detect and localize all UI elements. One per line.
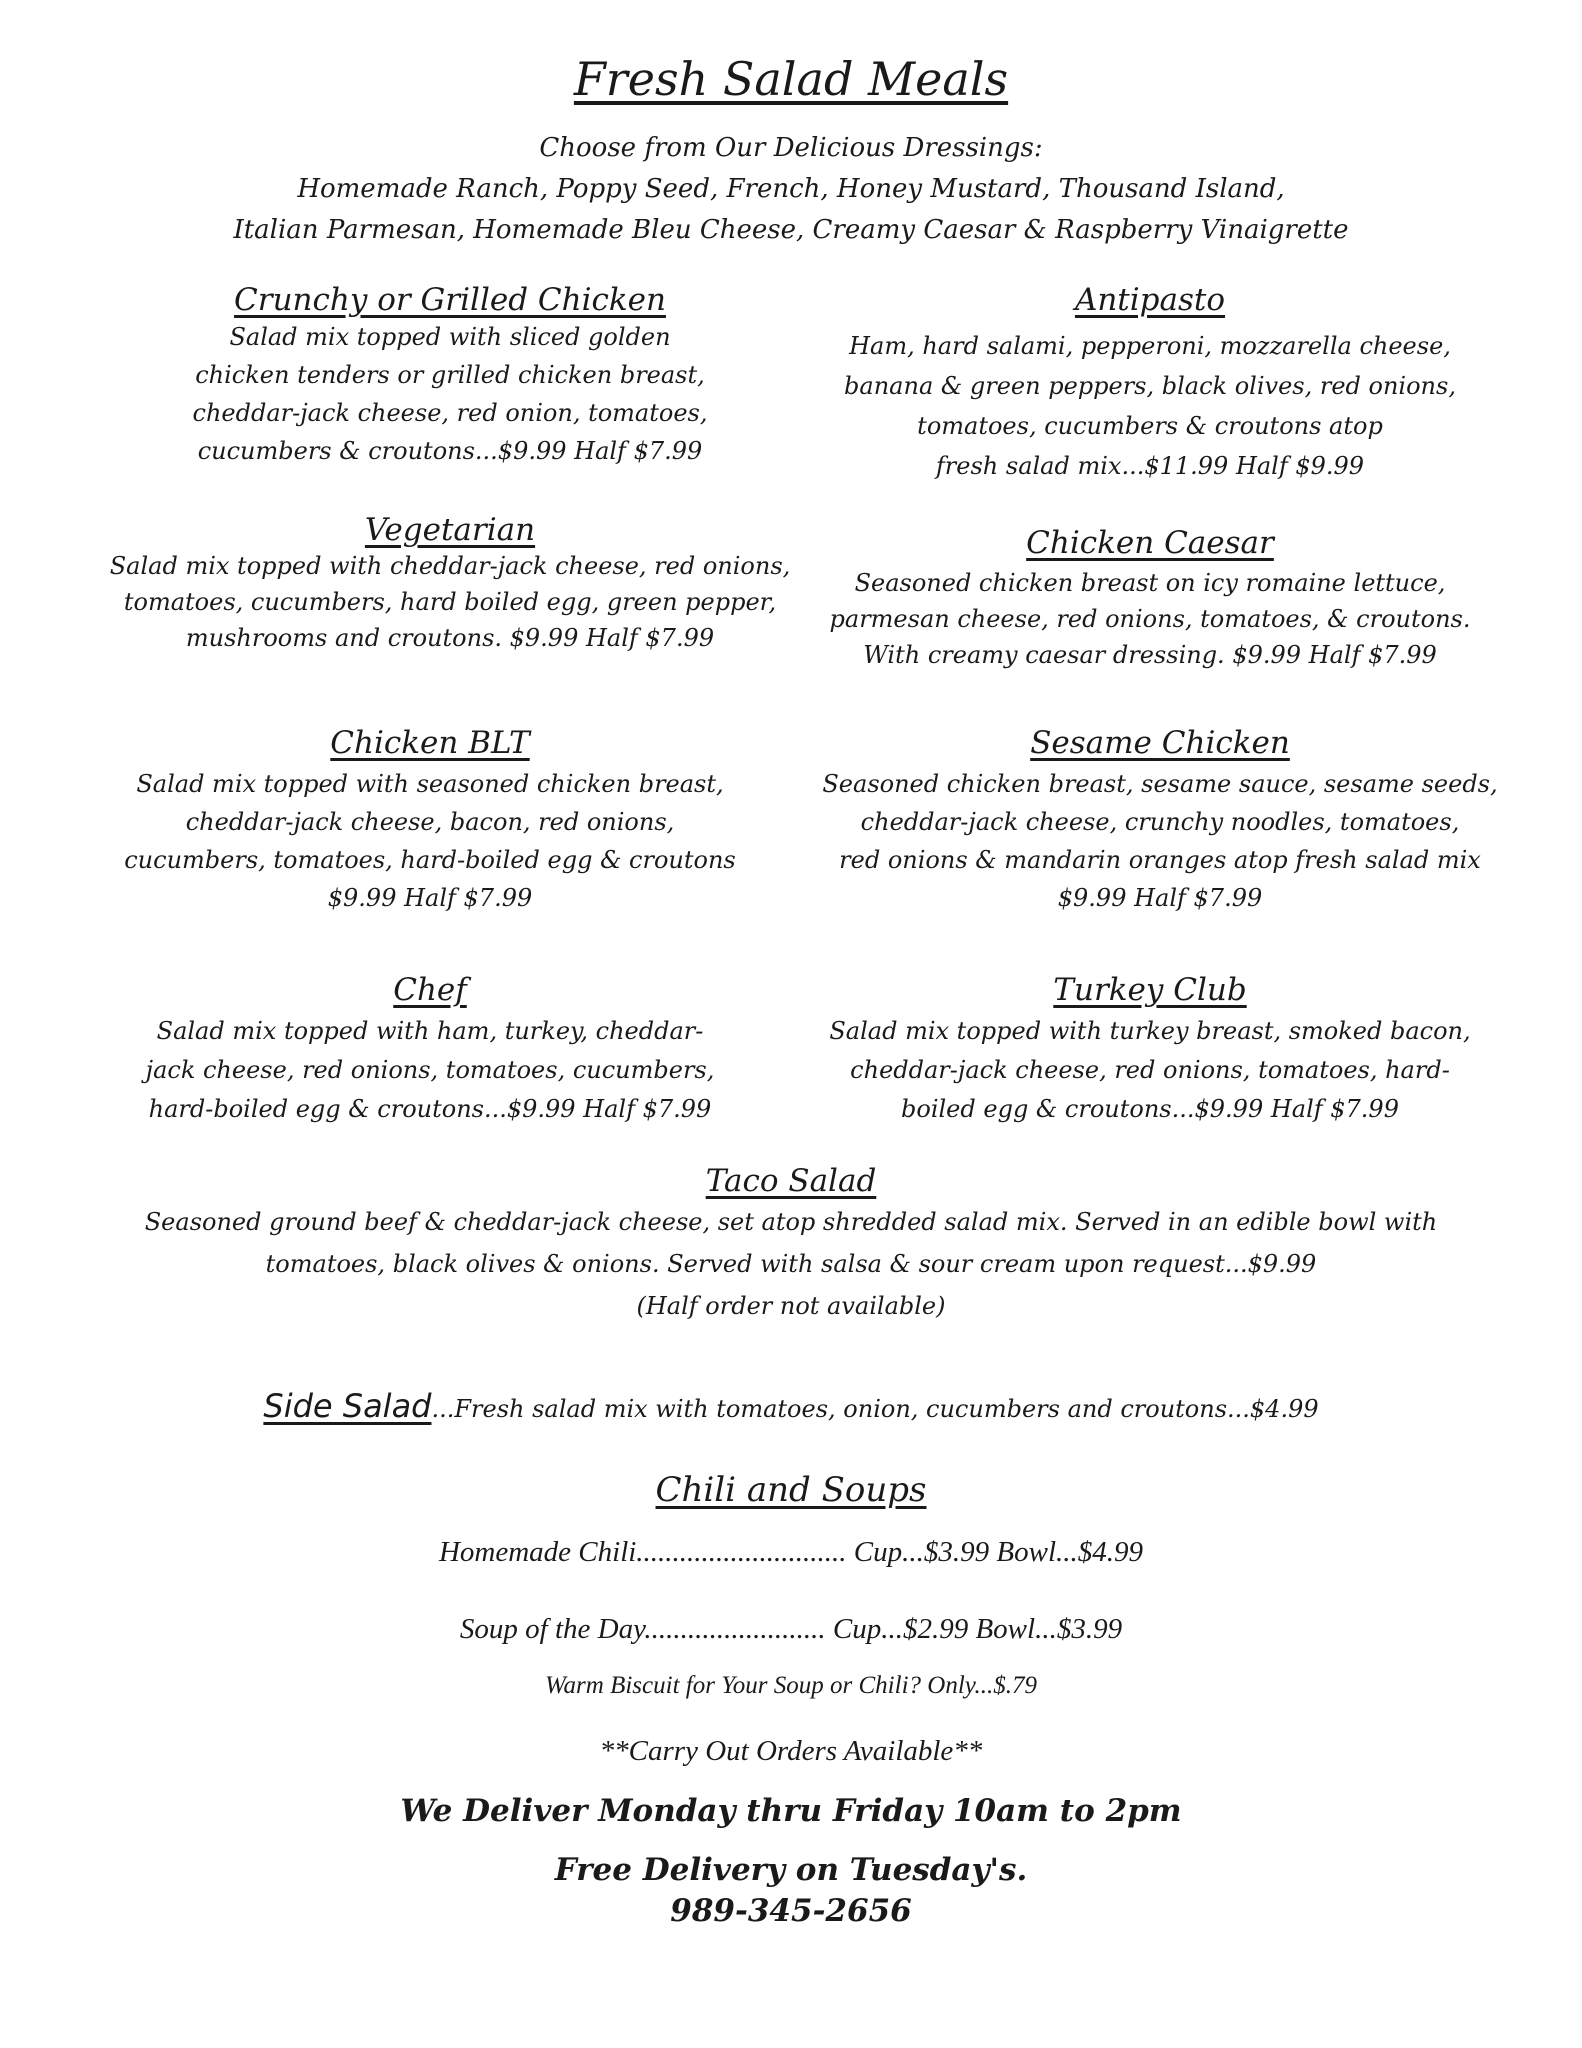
salad-vegetarian — [100, 512, 800, 656]
salad-turkey-club — [800, 972, 1500, 1129]
description-line: $9.99 Half $7.99 — [327, 884, 533, 912]
dressings-intro: Choose from Our Delicious Dressings: — [539, 133, 1043, 163]
soups-heading: Chili and Soups — [655, 1470, 927, 1510]
salad-name: Turkey Club — [1053, 972, 1247, 1008]
side-salad-description: ...Fresh salad mix with tomatoes, onion, cucumbers and croutons...$4.99 — [431, 1395, 1319, 1423]
salad-chicken-caesar — [800, 525, 1500, 673]
salad-name: Antipasto — [1074, 282, 1226, 318]
salad-description — [800, 565, 1500, 673]
salad-sesame-chicken — [810, 725, 1510, 917]
salad-chicken-blt — [80, 725, 780, 917]
salad-description — [80, 1012, 780, 1129]
description-line: cucumbers & croutons...$9.99 Half $7.99 — [197, 437, 703, 465]
description-line: cheddar-jack cheese, red onion, tomatoes, — [192, 399, 708, 427]
salad-name: Crunchy or Grilled Chicken — [234, 282, 666, 318]
salad-description — [100, 548, 800, 656]
description-line: mushrooms and croutons. $9.99 Half $7.99 — [185, 624, 715, 652]
salad-description — [800, 1012, 1500, 1129]
description-line: hard-boiled egg & croutons...$9.99 Half $7.99 — [148, 1095, 712, 1123]
salad-description — [0, 1201, 1582, 1327]
description-line: Seasoned chicken breast on icy romaine lettuce, — [854, 569, 1446, 597]
salad-name: Sesame Chicken — [1030, 725, 1290, 761]
side-salad-name: Side Salad — [263, 1387, 432, 1425]
description-line: Seasoned ground beef & cheddar-jack cheese, set atop shredded salad mix. Served in an edible bowl with — [144, 1208, 1438, 1236]
salad-description — [80, 765, 780, 917]
salad-description — [800, 326, 1500, 486]
description-line: With creamy caesar dressing. $9.99 Half $7.99 — [863, 641, 1437, 669]
salad-taco — [0, 1163, 1582, 1327]
salad-name: Chicken BLT — [330, 725, 530, 761]
description-line: Seasoned chicken breast, sesame sauce, sesame seeds, — [822, 770, 1498, 798]
description-line: $9.99 Half $7.99 — [1057, 884, 1263, 912]
salad-name: Vegetarian — [364, 512, 536, 548]
description-line: parmesan cheese, red onions, tomatoes, & croutons. — [829, 605, 1471, 633]
salad-name: Chicken Caesar — [1026, 525, 1274, 561]
soup-of-day-price-line: Soup of the Day......................... Cup...$2.99 Bowl...$3.99 — [459, 1613, 1123, 1645]
page-title: Fresh Salad Meals — [573, 52, 1009, 106]
description-line: fresh salad mix...$11.99 Half $9.99 — [935, 452, 1365, 480]
description-line: red onions & mandarin oranges atop fresh salad mix — [839, 846, 1481, 874]
description-line: Salad mix topped with sliced golden — [229, 323, 671, 351]
description-line: cheddar-jack cheese, red onions, tomatoes, hard- — [850, 1056, 1450, 1084]
description-line: Salad mix topped with turkey breast, smoked bacon, — [829, 1017, 1471, 1045]
description-line: tomatoes, black olives & onions. Served with salsa & sour cream upon request...$9.99 — [265, 1250, 1317, 1278]
salad-description — [100, 318, 800, 470]
description-line: chicken tenders or grilled chicken breast, — [195, 361, 705, 389]
description-line: Salad mix topped with seasoned chicken breast, — [136, 770, 724, 798]
carry-out-notice: **Carry Out Orders Available** — [599, 1735, 983, 1767]
side-salad — [0, 1387, 1582, 1425]
description-line: banana & green peppers, black olives, red onions, — [844, 372, 1456, 400]
description-line: tomatoes, cucumbers & croutons atop — [917, 412, 1383, 440]
dressings-list — [0, 169, 1582, 251]
description-line: Salad mix topped with cheddar-jack cheese, red onions, — [109, 552, 791, 580]
description-line: Salad mix topped with ham, turkey, cheddar- — [156, 1017, 704, 1045]
description-line: (Half order not available) — [636, 1292, 946, 1320]
salad-antipasto — [800, 282, 1500, 486]
description-line: cheddar-jack cheese, crunchy noodles, tomatoes, — [860, 808, 1460, 836]
salad-crunchy-grilled-chicken — [100, 282, 800, 470]
description-line: cucumbers, tomatoes, hard-boiled egg & croutons — [124, 846, 736, 874]
salad-description — [810, 765, 1510, 917]
dressings-line-2: Italian Parmesan, Homemade Bleu Cheese, Creamy Caesar & Raspberry Vinaigrette — [233, 215, 1349, 245]
description-line: jack cheese, red onions, tomatoes, cucumbers, — [145, 1056, 715, 1084]
salad-chef — [80, 972, 780, 1129]
delivery-hours: We Deliver Monday thru Friday 10am to 2pm — [400, 1793, 1182, 1829]
biscuit-offer: Warm Biscuit for Your Soup or Chili? Only...$.79 — [545, 1672, 1037, 1699]
salad-name: Chef — [393, 972, 467, 1008]
description-line: boiled egg & croutons...$9.99 Half $7.99 — [901, 1095, 1399, 1123]
description-line: Ham, hard salami, pepperoni, mozzarella cheese, — [849, 332, 1451, 360]
chili-price-line: Homemade Chili............................. Cup...$3.99 Bowl...$4.99 — [438, 1536, 1144, 1568]
phone-number: 989-345-2656 — [670, 1893, 912, 1929]
salad-name: Taco Salad — [705, 1163, 877, 1199]
description-line: cheddar-jack cheese, bacon, red onions, — [185, 808, 675, 836]
free-delivery-notice: Free Delivery on Tuesday's. — [554, 1852, 1028, 1888]
description-line: tomatoes, cucumbers, hard boiled egg, green pepper, — [123, 588, 777, 616]
dressings-line-1: Homemade Ranch, Poppy Seed, French, Honey Mustard, Thousand Island, — [297, 174, 1285, 204]
